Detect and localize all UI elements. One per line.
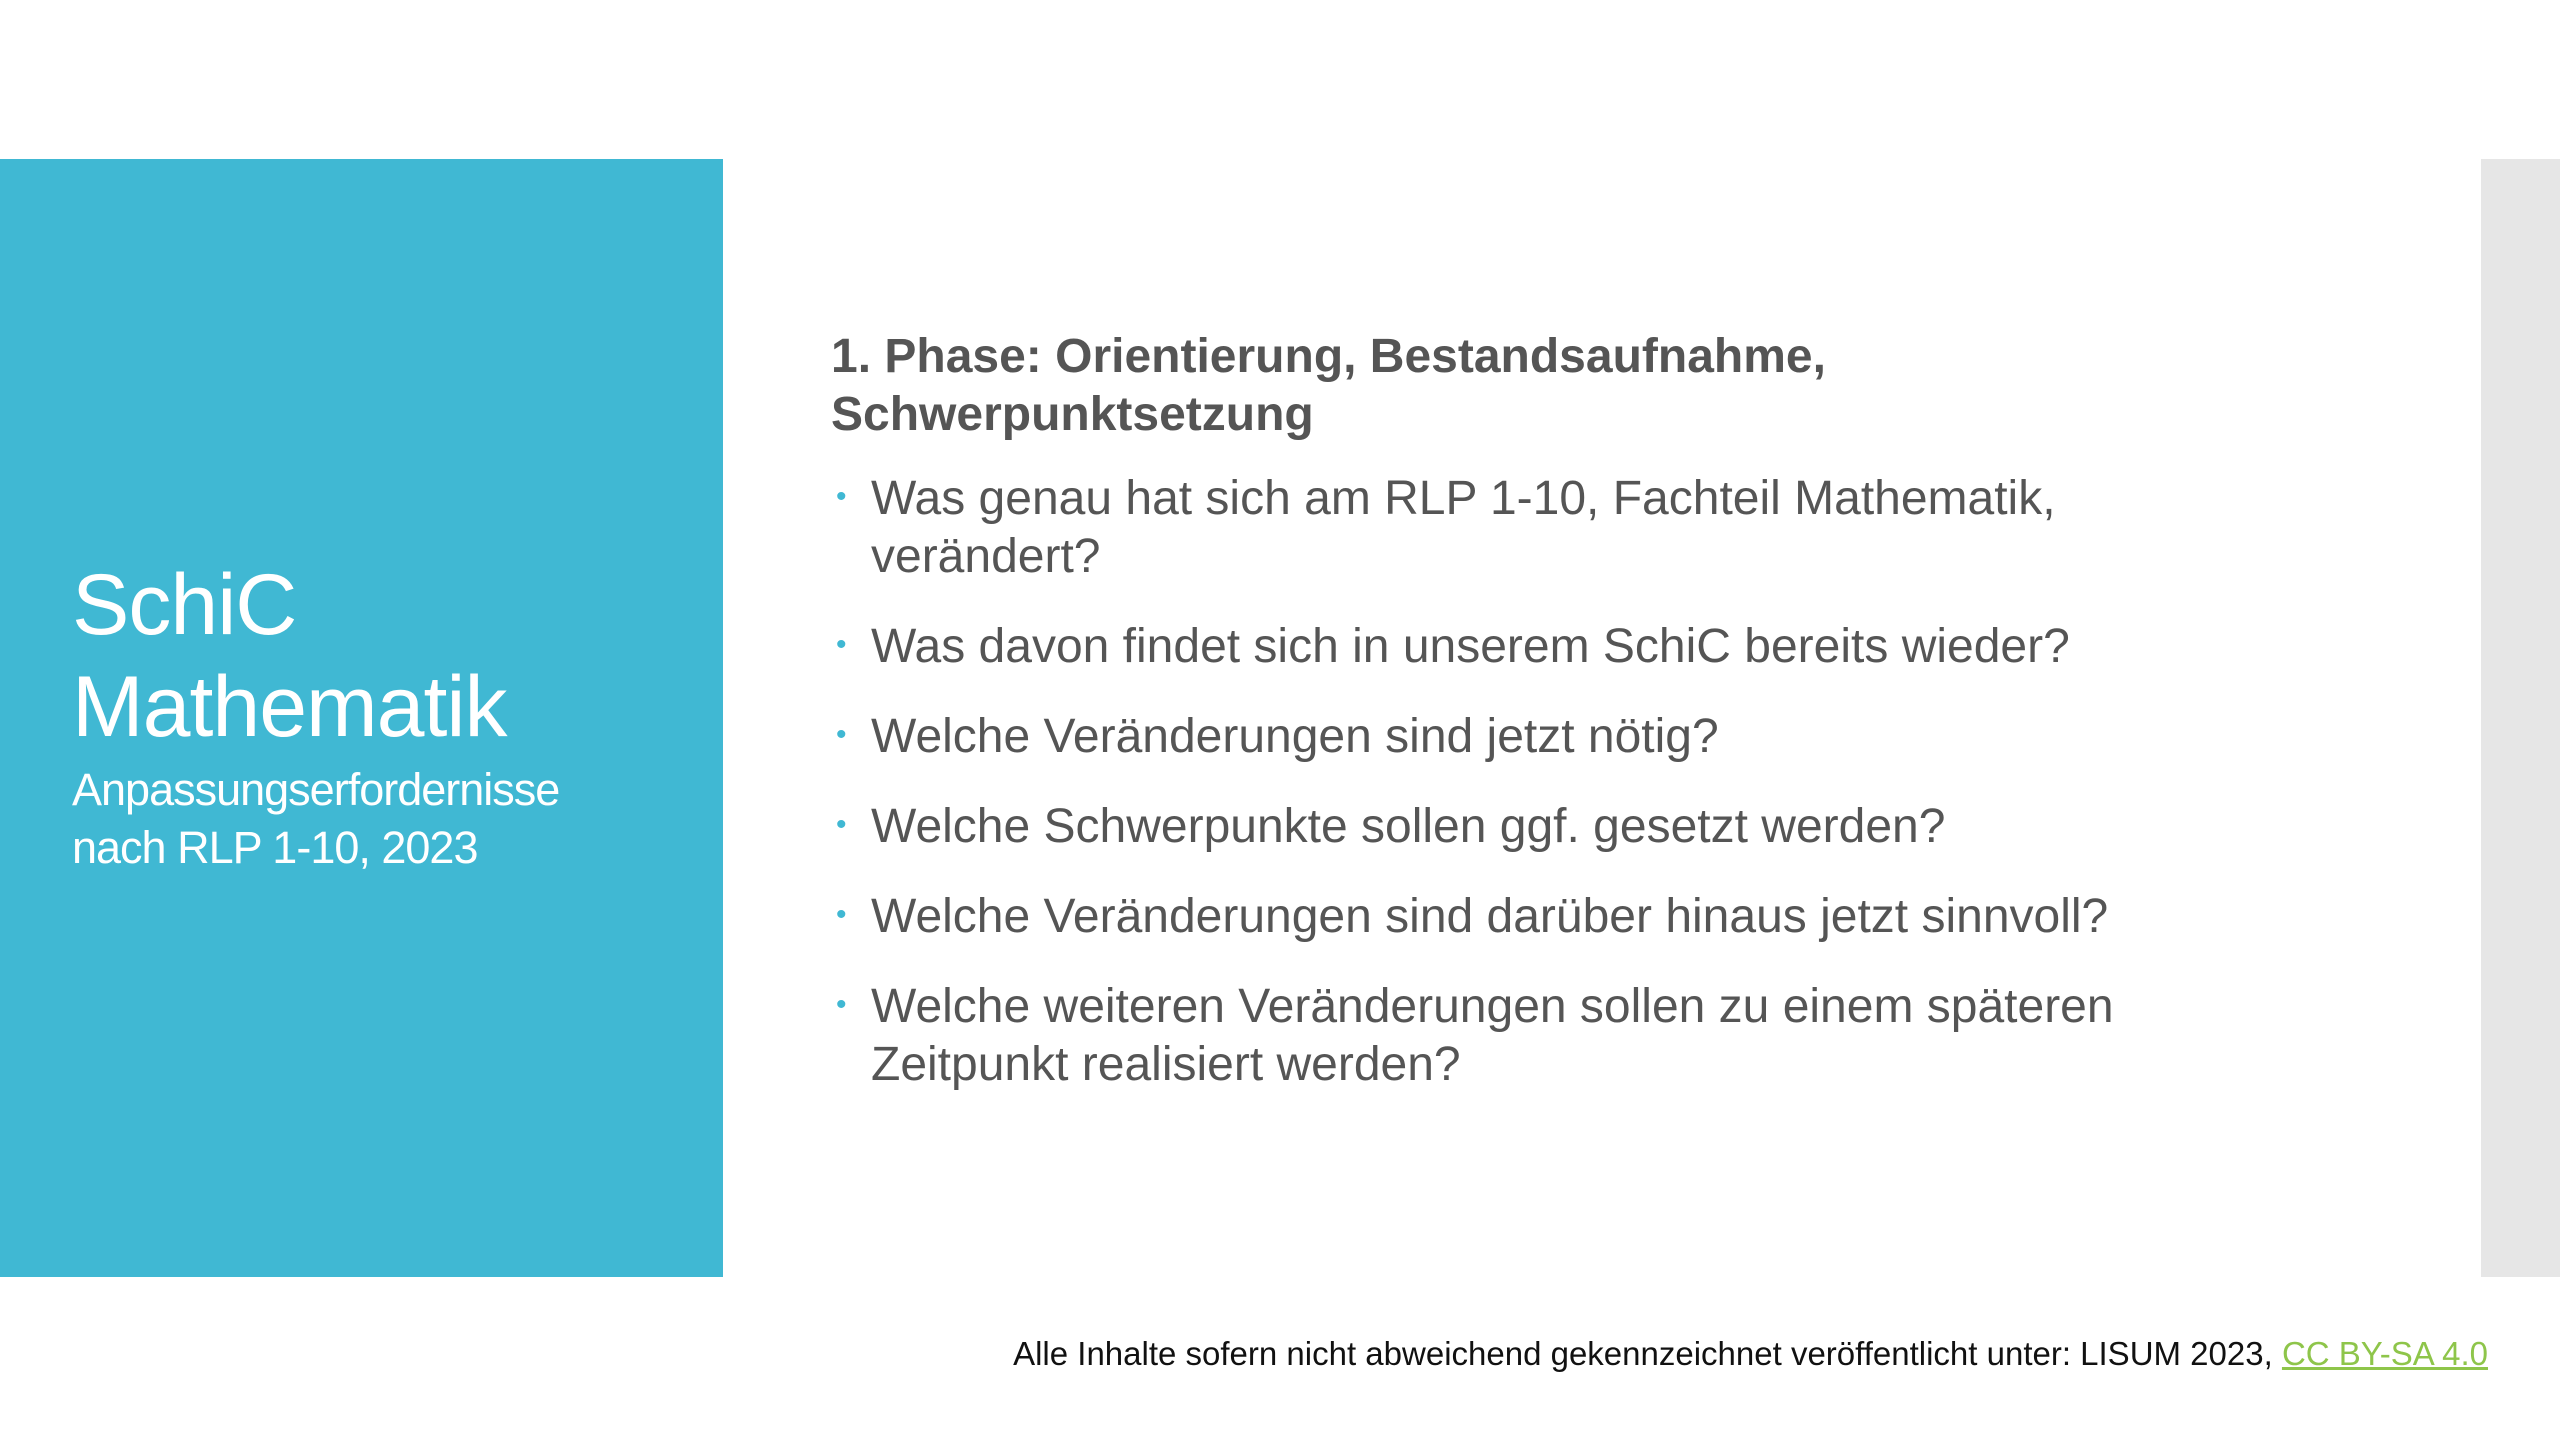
title-line-2: Mathematik [72,659,507,755]
decorative-side-strip [2481,159,2560,1277]
content-area [831,328,2451,1126]
section-heading: 1. Phase: Orientierung, Bestandsaufnahme, Schwerpunktsetzung [831,330,1826,441]
title-line-1: SchiC [72,557,297,653]
list-item [831,978,2191,1094]
list-item-text: Was davon findet sich in unserem SchiC bereits wieder? [871,620,2070,673]
bullet-icon: • [836,628,847,661]
footer-text: Alle Inhalte sofern nicht abweichend gekennzeichnet veröffentlicht unter: LISUM 2023, [1013,1335,2282,1372]
list-item-text: Welche Veränderungen sind jetzt nötig? [871,710,1719,763]
bullet-icon: • [836,808,847,841]
list-item [831,798,2191,856]
list-item [831,470,2191,586]
list-item-text: Was genau hat sich am RLP 1-10, Fachteil Mathematik, verändert? [871,472,2056,583]
license-link[interactable]: CC BY-SA 4.0 [2281,1335,2488,1372]
slide-subtitle [72,761,712,877]
license-footer [1013,1334,2488,1374]
slide-title [72,554,712,758]
bullet-icon: • [836,988,847,1021]
list-item [831,708,2191,766]
list-item-text: Welche Schwerpunkte sollen ggf. gesetzt werden? [871,800,1946,853]
list-item [831,888,2191,946]
list-item-text: Welche weiteren Veränderungen sollen zu einem späteren Zeitpunkt realisiert werden? [871,980,2114,1091]
bullet-icon: • [836,480,847,513]
bullet-list [831,470,2451,1094]
subtitle-line-2: nach RLP 1-10, 2023 [72,822,478,873]
title-panel [0,159,723,1277]
list-item [831,618,2191,676]
bullet-icon: • [836,898,847,931]
list-item-text: Welche Veränderungen sind darüber hinaus jetzt sinnvoll? [871,890,2109,943]
subtitle-line-1: Anpassungserfordernisse [72,764,560,815]
bullet-icon: • [836,718,847,751]
